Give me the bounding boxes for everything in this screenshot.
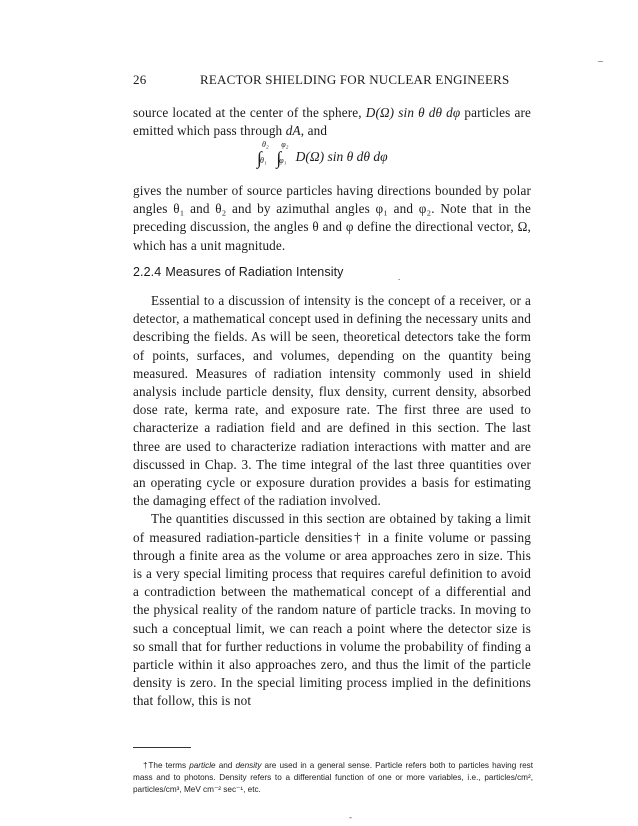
body-text [133,292,531,711]
running-title: REACTOR SHIELDING FOR NUCLEAR ENGINEERS [200,72,510,87]
integral-1-lower: θ₁ [259,156,267,165]
double-integral-equation [257,140,388,169]
integral-1-upper: θ₂ [261,140,269,149]
paragraph-1-text-e: , and [300,123,328,139]
paragraph-1-text-a: source located at the center of the sphere, [133,105,366,120]
paragraph-1-math-a: D(Ω) sin θ dθ dφ [365,105,461,120]
paragraph-3: Essential to a discussion of intensity is the concept of a receiver, or a detector, a mathematical concept used in defining the necessary units and describing the fields. As will be seen, theoretical detectors take the form of points, surfaces, and volumes, depending on the quantity being measured. Measures of radiation intensity commonly used in shield analysis include particle density, flux density, current density, absorbed dose rate, kerma rate, and exposure rate. The first three are used to characterize a radiation field and are defined in this section. The last three are used to characterize radiation interactions with matter and are discussed in Chap. 3. The time integral of the last three quantities over an operating cycle or exposure duration provides a basis for estimating the damaging effect of the radiation involved. [133,293,531,509]
integral-2-limits [279,140,292,165]
integral-sign-2: ∫ [276,148,282,168]
footnote-term-particle: particle [189,761,216,771]
paragraph-1 [133,104,531,140]
scan-mark-top-right: – [598,56,603,67]
integral-2-lower: φ₁ [279,156,287,165]
footnote-text-a: †The terms [143,761,190,771]
paragraph-1-math-da: dA [285,123,301,139]
footnote-divider [133,747,191,748]
paragraph-4: The quantities discussed in this section are obtained by taking a limit of measured radiation-particle densities† in a finite volume or passing through a finite area as the volume or area approaches zero in size. This is a very special limiting process that requires careful definition to avoid a contradiction between the mathematical concept of a differential and the physical reality of the random nature of particle tracks. In moving to such a conceptual limit, we can reach a point where the detector size is so small that for further reductions in volume the probability of finding a particle within it also approaches zero, and thus the limit of the particle density is zero. In the special limiting process implied in the definitions that follow, this is not [133,511,531,709]
integral-sign-1: ∫ [257,148,262,168]
page-number: 26 [133,72,147,87]
integral-1-limits [259,140,273,165]
scan-mark-bottom: - [349,812,352,822]
section-heading [133,265,344,279]
footnote-term-density: density [235,761,262,771]
section-title: Measures of Radiation Intensity [165,265,344,279]
footnote-text-b: and [215,761,236,771]
integrand: D(Ω) sin θ dθ dφ [295,149,388,164]
footnote-text-c: are used in a general sense. Particle refers both to particles having rest mass and to photons. Density refers to a differential function of one or more variables, i.e., particles/cm², particles/cm³, MeV cm⁻² sec⁻¹, etc. [133,761,533,795]
paragraph-2-text: gives the number of source particles having directions bounded by polar angles θ₁ and θ₂ and by azimuthal angles φ₁ and φ₂. Note that in the preceding discussion, the angles θ and φ define the directional vector, Ω, which has a unit magnitude. [133,183,531,253]
paragraph-1-text-c: particles are emitted which pass through [133,105,531,139]
section-number: 2.2.4 [133,265,162,279]
paragraph-2 [133,182,531,255]
footnote [133,752,533,804]
scan-mark-heading: . [398,272,401,282]
integral-2-upper: φ₂ [281,140,289,149]
